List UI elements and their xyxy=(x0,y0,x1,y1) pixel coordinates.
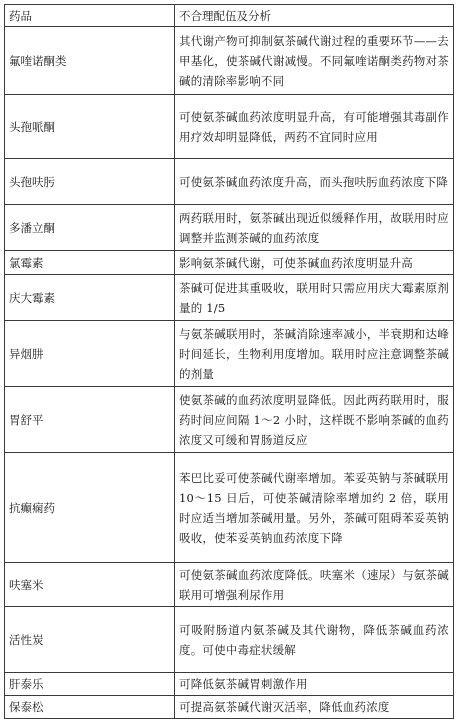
drug-name: 氯霉素 xyxy=(5,251,175,275)
drug-name: 肝泰乐 xyxy=(5,673,175,696)
drug-name: 抗癫痫药 xyxy=(5,453,175,563)
drug-name: 保泰松 xyxy=(5,696,175,719)
drug-analysis: 使氨茶碱的血药浓度明显降低。因此两药联用时，服药时间应间隔 1～2 小时，这样既不影响茶碱的血药浓度又可缓和胃肠道反应 xyxy=(175,387,454,453)
drug-name: 头孢哌酮 xyxy=(5,95,175,159)
table-row xyxy=(5,673,454,696)
drug-analysis: 可使氨茶碱血药浓度降低。呋塞米（速尿）与氨茶碱联用可增强利尿作用 xyxy=(175,563,454,607)
drug-analysis: 茶碱可促进其重吸收，联用时只需应用庆大霉素原剂量的 1/5 xyxy=(175,275,454,321)
drug-name: 胃舒平 xyxy=(5,387,175,453)
table-row xyxy=(5,696,454,719)
drug-analysis: 影响氨茶碱代谢，可使茶碱血药浓度明显升高 xyxy=(175,251,454,275)
table-row xyxy=(5,387,454,453)
drug-analysis: 其代谢产物可抑制氨茶碱代谢过程的重要环节——去甲基化，使茶碱代谢减慢。不同氟喹诺酮类药物对茶碱的清除率影响不同 xyxy=(175,27,454,95)
drug-name: 活性炭 xyxy=(5,607,175,673)
table-body xyxy=(5,27,454,719)
drug-analysis: 可使氨茶碱血药浓度明显升高，有可能增强其毒副作用疗效却明显降低，两药不宜同时应用 xyxy=(175,95,454,159)
table-row xyxy=(5,251,454,275)
drug-interaction-table xyxy=(4,4,454,719)
table-row xyxy=(5,563,454,607)
header-analysis: 不合理配伍及分析 xyxy=(175,5,454,27)
header-drug: 药品 xyxy=(5,5,175,27)
table-row xyxy=(5,453,454,563)
drug-analysis: 苯巴比妥可使茶碱代谢率增加。苯妥英钠与茶碱联用 10～15 日后，可使茶碱清除率增加约 2 倍，联用时应适当增加茶碱用量。另外，茶碱可阻碍苯妥英钠吸收，使苯妥英钠血药浓度下降 xyxy=(175,453,454,563)
table-row xyxy=(5,205,454,251)
drug-name: 呋塞米 xyxy=(5,563,175,607)
header-row xyxy=(5,5,454,27)
table-header xyxy=(5,5,454,27)
drug-analysis: 可使氨茶碱血药浓度升高，而头孢呋肟血药浓度下降 xyxy=(175,159,454,205)
drug-name: 多潘立酮 xyxy=(5,205,175,251)
table-row xyxy=(5,27,454,95)
drug-analysis: 可吸附肠道内氨茶碱及其代谢物，降低茶碱血药浓度。可使中毒症状缓解 xyxy=(175,607,454,673)
table-row xyxy=(5,159,454,205)
table-row xyxy=(5,321,454,387)
table-row xyxy=(5,275,454,321)
drug-analysis: 可提高氨茶碱代谢灭活率，降低血药浓度 xyxy=(175,696,454,719)
table-row xyxy=(5,95,454,159)
drug-analysis: 两药联用时，氨茶碱出现近似缓释作用，故联用时应调整并监测茶碱的血药浓度 xyxy=(175,205,454,251)
drug-name: 庆大霉素 xyxy=(5,275,175,321)
drug-analysis: 可降低氨茶碱胃刺激作用 xyxy=(175,673,454,696)
drug-name: 头孢呋肟 xyxy=(5,159,175,205)
table-row xyxy=(5,607,454,673)
drug-name: 异烟肼 xyxy=(5,321,175,387)
drug-analysis: 与氨茶碱联用时，茶碱消除速率减小，半衰期和达峰时间延长，生物利用度增加。联用时应注意调整茶碱的剂量 xyxy=(175,321,454,387)
drug-name: 氟喹诺酮类 xyxy=(5,27,175,95)
